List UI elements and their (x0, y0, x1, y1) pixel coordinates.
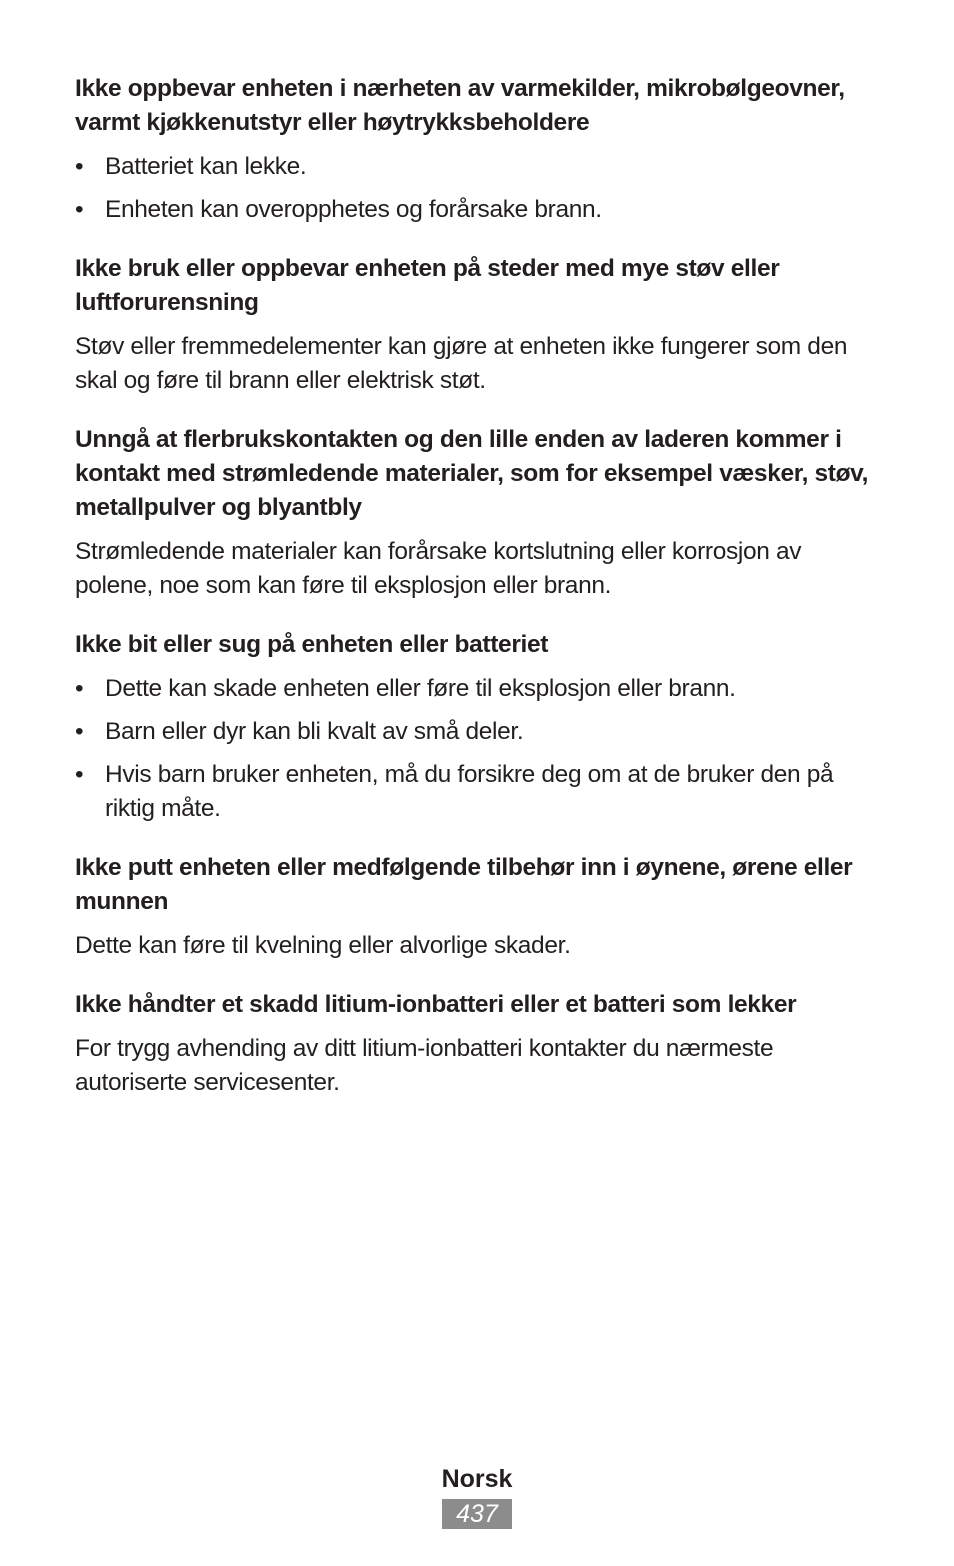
page-number: 437 (442, 1499, 512, 1529)
section-text: For trygg avhending av ditt litium-ionbatteri kontakter du nærmeste autoriserte servicesenter. (75, 1035, 774, 1096)
bullet-item: • Hvis barn bruker enheten, må du forsikre deg om at de bruker den på riktig måte. (75, 758, 875, 826)
bullet-icon: • (75, 761, 84, 788)
bullet-icon: • (75, 675, 84, 702)
section-damaged-battery (75, 988, 875, 1100)
bullet-icon: • (75, 153, 84, 180)
section-text: Strømledende materialer kan forårsake kortslutning eller korrosjon av polene, noe som kan føre til eksplosjon eller brann. (75, 538, 802, 599)
section-text: Dette kan føre til kvelning eller alvorlige skader. (75, 932, 571, 959)
bullet-icon: • (75, 718, 84, 745)
section-heading: Unngå at flerbrukskontakten og den lille enden av laderen kommer i kontakt med strømledende materialer, som for eksempel væsker, støv, metallpulver og blyantbly (75, 426, 869, 521)
bullet-item: • Dette kan skade enheten eller føre til eksplosjon eller brann. (75, 672, 875, 706)
section-heading: Ikke håndter et skadd litium-ionbatteri eller et batteri som lekker (75, 991, 797, 1018)
section-bite-suck (75, 628, 875, 826)
bullet-item: • Barn eller dyr kan bli kvalt av små deler. (75, 715, 875, 749)
bullet-item: • Batteriet kan lekke. (75, 150, 875, 184)
bullet-item: • Enheten kan overopphetes og forårsake brann. (75, 193, 875, 227)
bullet-list (75, 150, 875, 227)
section-dust (75, 252, 875, 398)
section-conductive-materials (75, 423, 875, 603)
section-eyes-ears-mouth (75, 851, 875, 963)
section-heading: Ikke bruk eller oppbevar enheten på steder med mye støv eller luftforurensning (75, 255, 780, 316)
section-heading: Ikke oppbevar enheten i nærheten av varmekilder, mikrobølgeovner, varmt kjøkkenutstyr eller høytrykksbeholdere (75, 75, 845, 136)
document-body (75, 72, 875, 1100)
section-heading: Ikke putt enheten eller medfølgende tilbehør inn i øynene, ørene eller munnen (75, 854, 853, 915)
section-text: Støv eller fremmedelementer kan gjøre at enheten ikke fungerer som den skal og føre til brann eller elektrisk støt. (75, 333, 848, 394)
page-footer (0, 1462, 954, 1529)
section-heat-sources (75, 72, 875, 227)
bullet-list (75, 672, 875, 826)
section-heading: Ikke bit eller sug på enheten eller batteriet (75, 631, 549, 658)
bullet-icon: • (75, 196, 84, 223)
footer-language: Norsk (441, 1465, 513, 1493)
